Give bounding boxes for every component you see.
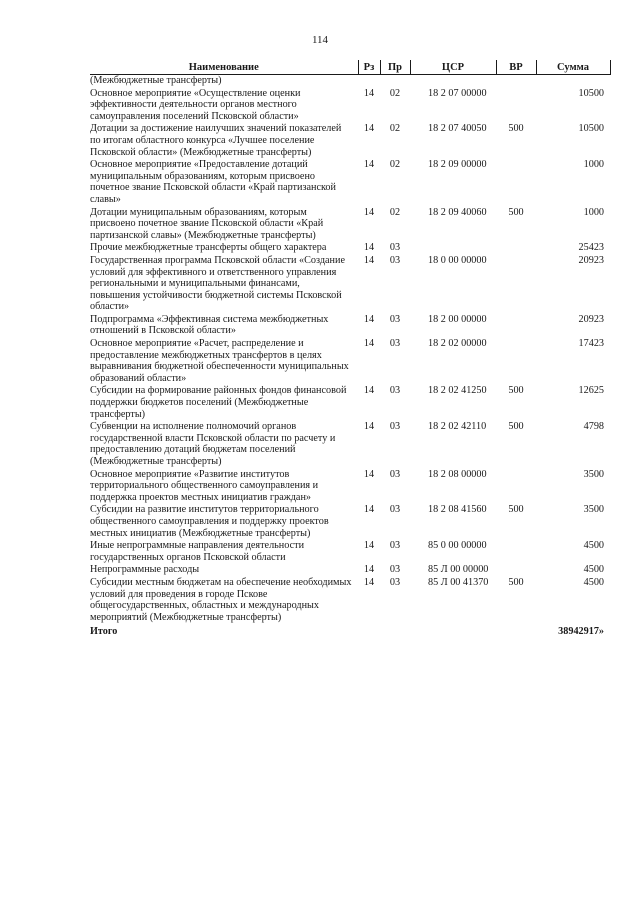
cell-name: Иные непрограммные направления деятельности государственных органов Псковской области xyxy=(90,540,305,563)
cell-rz xyxy=(358,75,380,88)
cell-sum: 20923 xyxy=(578,254,604,266)
cell-sum: 3500 xyxy=(583,504,604,516)
header-vr: ВР xyxy=(496,60,536,75)
cell-vr: 500 xyxy=(508,123,524,135)
cell-pr: 03 xyxy=(389,468,401,480)
cell-vr xyxy=(496,338,536,385)
cell-sum: 4500 xyxy=(583,540,604,552)
cell-rz: 14 xyxy=(363,421,375,433)
cell-rz: 14 xyxy=(363,159,375,171)
cell-pr: 03 xyxy=(389,421,401,433)
cell-rz: 14 xyxy=(363,338,375,350)
cell-sum: 17423 xyxy=(578,338,604,350)
cell-name: Основное мероприятие «Развитие институтов территориального общественного самоуправления и поддержка проектов местных инициатив граждан» xyxy=(90,468,319,503)
cell-rz: 14 xyxy=(363,576,375,588)
cell-name: Дотации муниципальным образованиям, которым присвоено почетное звание Псковской области «Край партизанской славы» (Межбюджетные трансферты) xyxy=(90,206,324,241)
cell-vr: 500 xyxy=(508,421,524,433)
table-header-row xyxy=(90,60,610,75)
cell-name: Непрограммные расходы xyxy=(90,564,200,576)
table-row xyxy=(90,421,610,468)
cell-rz: 14 xyxy=(363,206,375,218)
cell-sum: 1000 xyxy=(583,206,604,218)
total-row xyxy=(90,624,610,638)
table-row xyxy=(90,207,610,243)
table-row xyxy=(90,540,610,564)
cell-csr: 18 2 08 41560 xyxy=(428,504,487,516)
cell-pr: 02 xyxy=(389,159,401,171)
cell-pr: 03 xyxy=(389,338,401,350)
cell-vr xyxy=(496,159,536,206)
cell-vr xyxy=(496,242,536,255)
cell-pr xyxy=(380,75,410,88)
cell-rz: 14 xyxy=(363,87,375,99)
cell-rz: 14 xyxy=(363,504,375,516)
table-row xyxy=(90,242,610,255)
cell-name: Подпрограмма «Эффективная система межбюджетных отношений в Псковской области» xyxy=(90,313,329,337)
cell-vr xyxy=(496,255,536,314)
cell-vr: 500 xyxy=(508,206,524,218)
page-number: 114 xyxy=(311,34,329,46)
cell-sum: 3500 xyxy=(583,468,604,480)
cell-name: Основное мероприятие «Расчет, распределение и предоставление межбюджетных трансфертов в целях выравнивания бюджетной обеспеченности муниципальных образований области» xyxy=(90,338,349,384)
cell-pr: 03 xyxy=(389,313,401,325)
cell-pr: 03 xyxy=(389,540,401,552)
table-row xyxy=(90,75,610,88)
cell-pr: 02 xyxy=(389,123,401,135)
table-row xyxy=(90,338,610,385)
table-row xyxy=(90,564,610,577)
cell-sum: 25423 xyxy=(578,242,604,254)
cell-csr: 18 2 09 00000 xyxy=(428,159,487,171)
cell-csr: 18 2 07 40050 xyxy=(428,123,487,135)
total-label: Итого xyxy=(90,626,118,638)
cell-rz: 14 xyxy=(363,242,375,254)
cell-vr: 500 xyxy=(508,576,524,588)
cell-rz: 14 xyxy=(363,313,375,325)
cell-csr: 18 2 02 42110 xyxy=(428,421,487,433)
cell-csr: 18 2 02 41250 xyxy=(428,385,487,397)
cell-vr xyxy=(496,469,536,505)
cell-name: Основное мероприятие «Осуществление оценки эффективности деятельности органов местного самоуправления поселений Псковской области» xyxy=(90,87,301,122)
cell-name: Основное мероприятие «Предоставление дотаций муниципальным образованиям, которым присвоено почетное звание Псковской области «Край партизанской славы» xyxy=(90,159,336,205)
cell-vr: 500 xyxy=(508,504,524,516)
cell-name: Государственная программа Псковской области «Создание условий для эффективного и ответственного управления региональными и муниципальными финансами, повышения устойчивости бюджетной системы Псковской области» xyxy=(90,254,345,313)
cell-csr: 18 2 09 40060 xyxy=(428,206,487,218)
header-sum: Сумма xyxy=(536,60,610,75)
table-row xyxy=(90,255,610,314)
cell-sum: 10500 xyxy=(578,123,604,135)
table-row xyxy=(90,469,610,505)
table-row xyxy=(90,504,610,540)
cell-name: Субсидии на формирование районных фондов финансовой поддержки бюджетов поселений (Межбюджетные трансферты) xyxy=(90,385,347,420)
cell-pr: 03 xyxy=(389,385,401,397)
total-sum: 38942917» xyxy=(558,626,604,638)
table-row xyxy=(90,88,610,124)
cell-sum: 10500 xyxy=(578,87,604,99)
cell-name: Субсидии местным бюджетам на обеспечение необходимых условий для проведения в городе Пскове общегосударственных, областных и международных мероприятий (Межбюджетные трансферты) xyxy=(90,576,352,623)
header-rz: Рз xyxy=(358,60,380,75)
cell-pr: 03 xyxy=(389,564,401,576)
cell-csr xyxy=(410,75,496,88)
cell-csr xyxy=(410,242,496,255)
cell-sum xyxy=(536,75,610,88)
cell-vr xyxy=(496,88,536,124)
cell-sum: 12625 xyxy=(578,385,604,397)
cell-name: (Межбюджетные трансферты) xyxy=(90,75,222,86)
table-body xyxy=(90,75,610,625)
header-name: Наименование xyxy=(90,60,358,75)
table-row xyxy=(90,159,610,206)
header-csr: ЦСР xyxy=(410,60,496,75)
cell-rz: 14 xyxy=(363,123,375,135)
table-row xyxy=(90,314,610,338)
cell-vr xyxy=(496,314,536,338)
cell-csr: 18 2 07 00000 xyxy=(428,87,487,99)
cell-pr: 03 xyxy=(389,242,401,254)
table-row xyxy=(90,577,610,624)
cell-rz: 14 xyxy=(363,385,375,397)
cell-name: Прочие межбюджетные трансферты общего характера xyxy=(90,242,327,254)
cell-sum: 4798 xyxy=(583,421,604,433)
cell-pr: 03 xyxy=(389,254,401,266)
cell-rz: 14 xyxy=(363,540,375,552)
cell-csr: 18 2 02 00000 xyxy=(428,338,487,350)
cell-rz: 14 xyxy=(363,564,375,576)
cell-sum: 4500 xyxy=(583,576,604,588)
cell-name: Субсидии на развитие институтов территориального общественного самоуправления и поддержку проектов местных инициатив (Межбюджетные трансферты) xyxy=(90,504,329,539)
cell-csr: 85 0 00 00000 xyxy=(428,540,487,552)
cell-rz: 14 xyxy=(363,254,375,266)
cell-vr xyxy=(496,75,536,88)
cell-vr xyxy=(496,540,536,564)
table-row xyxy=(90,385,610,421)
cell-csr: 85 Л 00 00000 xyxy=(428,564,489,576)
cell-vr: 500 xyxy=(508,385,524,397)
cell-name: Субвенции на исполнение полномочий органов государственной власти Псковской области по расчету и предоставлению дотаций бюджетам поселений (Межбюджетные трансферты) xyxy=(90,421,336,467)
cell-pr: 02 xyxy=(389,206,401,218)
budget-table xyxy=(90,60,611,638)
cell-csr: 18 2 00 00000 xyxy=(428,313,487,325)
table-row xyxy=(90,123,610,159)
cell-rz: 14 xyxy=(363,468,375,480)
cell-vr xyxy=(496,564,536,577)
cell-sum: 20923 xyxy=(578,313,604,325)
cell-pr: 03 xyxy=(389,504,401,516)
cell-csr: 85 Л 00 41370 xyxy=(428,576,489,588)
cell-sum: 4500 xyxy=(583,564,604,576)
cell-name: Дотации за достижение наилучших значений показателей по итогам областного конкурса «Лучшее поселение Псковской области» (Межбюджетные трансферты) xyxy=(90,123,342,158)
header-pr: Пр xyxy=(380,60,410,75)
cell-csr: 18 0 00 00000 xyxy=(428,254,487,266)
cell-pr: 03 xyxy=(389,576,401,588)
cell-csr: 18 2 08 00000 xyxy=(428,468,487,480)
cell-sum: 1000 xyxy=(583,159,604,171)
cell-pr: 02 xyxy=(389,87,401,99)
